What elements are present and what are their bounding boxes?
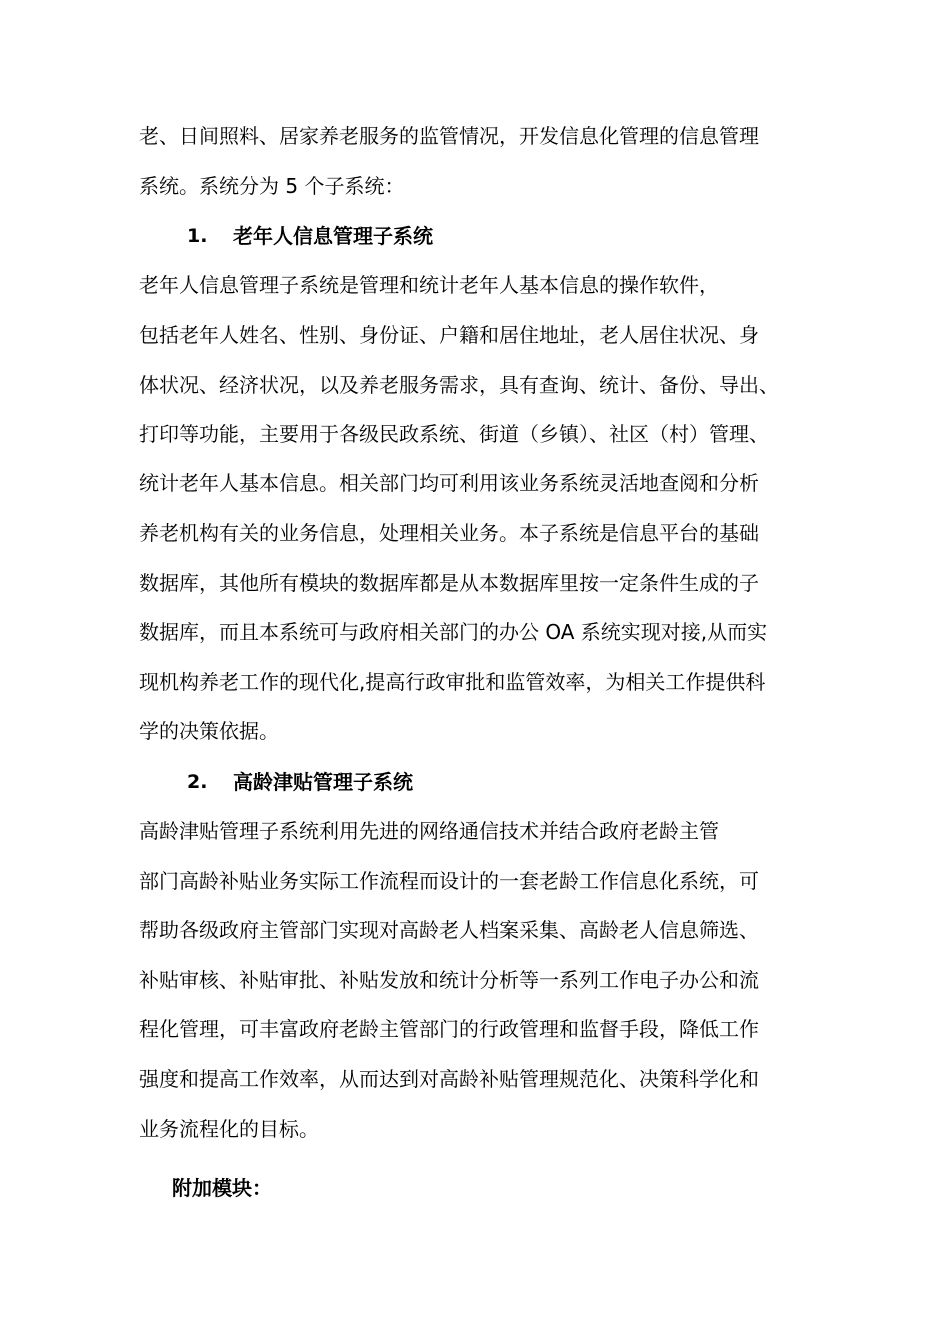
section2-line-3: 帮助各级政府主管部门实现对高龄老人档案采集、高龄老人信息筛选、 <box>139 918 759 942</box>
section1-heading: 老年人信息管理子系统 <box>233 224 433 248</box>
section2-line-5: 程化管理，可丰富政府老龄主管部门的行政管理和监督手段，降低工作 <box>139 1017 759 1041</box>
section2-line-7: 业务流程化的目标。 <box>139 1117 319 1141</box>
section2-line-6: 强度和提高工作效率，从而达到对高龄补贴管理规范化、决策科学化和 <box>139 1067 759 1091</box>
intro-line-1: 老、日间照料、居家养老服务的监管情况，开发信息化管理的信息管理 <box>139 124 759 148</box>
section1-line-1: 老年人信息管理子系统是管理和统计老年人基本信息的操作软件， <box>139 273 719 297</box>
section2-heading: 高龄津贴管理子系统 <box>233 770 413 794</box>
section1-line-3: 体状况、经济状况，以及养老服务需求，具有查询、统计、备份、导出、 <box>139 373 779 397</box>
intro-line-2: 系统。系统分为 5 个子系统： <box>139 174 405 198</box>
section1-line-8: 数据库，而且本系统可与政府相关部门的办公 OA 系统实现对接,从而实 <box>139 620 768 644</box>
section1-line-4: 打印等功能，主要用于各级民政系统、街道（乡镇）、社区（村）管理、 <box>139 422 769 446</box>
section1-line-10: 学的决策依据。 <box>139 719 279 743</box>
section1-line-9: 现机构养老工作的现代化,提高行政审批和监管效率，为相关工作提供科 <box>139 670 766 694</box>
section2-line-2: 部门高龄补贴业务实际工作流程而设计的一套老龄工作信息化系统，可 <box>139 869 759 893</box>
section1-line-5: 统计老年人基本信息。相关部门均可利用该业务系统灵活地查阅和分析 <box>139 471 759 495</box>
section1-line-6: 养老机构有关的业务信息，处理相关业务。本子系统是信息平台的基础 <box>139 521 759 545</box>
addon-heading: 附加模块： <box>172 1176 272 1200</box>
section2-line-4: 补贴审核、补贴审批、补贴发放和统计分析等一系列工作电子办公和流 <box>139 968 759 992</box>
section1-line-2: 包括老年人姓名、性别、身份证、户籍和居住地址，老人居住状况、身 <box>139 323 759 347</box>
section2-number: 2. <box>187 771 208 793</box>
section1-number: 1. <box>187 225 208 247</box>
section1-line-7: 数据库，其他所有模块的数据库都是从本数据库里按一定条件生成的子 <box>139 571 759 595</box>
section2-line-1: 高龄津贴管理子系统利用先进的网络通信技术并结合政府老龄主管 <box>139 819 719 843</box>
